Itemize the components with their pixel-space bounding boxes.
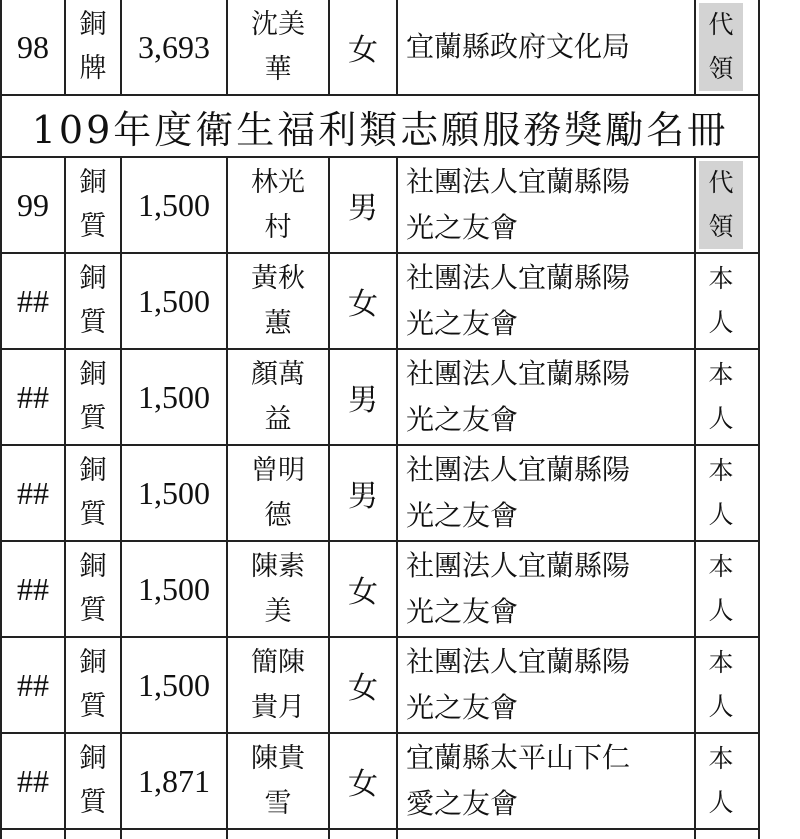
title-row — [1, 95, 759, 157]
amount: 1,500 — [121, 157, 227, 253]
serial-number: ## — [1, 541, 65, 637]
amount: 3,693 — [121, 0, 227, 95]
claim-method: 代 領 — [695, 157, 759, 253]
gender: 女 — [329, 541, 397, 637]
organization: 社團法人宜蘭縣陽 光之友會 — [397, 157, 695, 253]
empty-cell — [695, 829, 759, 839]
gender: 男 — [329, 157, 397, 253]
table-row — [1, 253, 759, 349]
organization: 社團法人宜蘭縣陽 光之友會 — [397, 349, 695, 445]
gender: 男 — [329, 445, 397, 541]
empty-cell — [227, 829, 329, 839]
claim-method: 本 人 — [695, 637, 759, 733]
table-row — [1, 445, 759, 541]
organization: 社團法人宜蘭縣陽 光之友會 — [397, 445, 695, 541]
table-row — [1, 349, 759, 445]
serial-number: ## — [1, 349, 65, 445]
amount: 1,500 — [121, 541, 227, 637]
medal-type: 銅 質 — [65, 637, 121, 733]
volunteer-name: 黃秋 蕙 — [227, 253, 329, 349]
claim-method: 代 領 — [695, 0, 759, 95]
amount: 1,500 — [121, 349, 227, 445]
volunteer-name: 顏萬 益 — [227, 349, 329, 445]
claim-method: 本 人 — [695, 541, 759, 637]
medal-type: 銅 質 — [65, 445, 121, 541]
medal-type: 銅 質 — [65, 733, 121, 829]
claim-method: 本 人 — [695, 349, 759, 445]
volunteer-name: 陳貴 雪 — [227, 733, 329, 829]
serial-number: ## — [1, 733, 65, 829]
gender: 女 — [329, 253, 397, 349]
amount: 1,500 — [121, 637, 227, 733]
serial-number: 98 — [1, 0, 65, 95]
medal-type: 銅 質 — [65, 541, 121, 637]
empty-cell — [1, 829, 65, 839]
claim-method: 本 人 — [695, 253, 759, 349]
claim-method: 本 人 — [695, 445, 759, 541]
table-row-partial — [1, 829, 759, 839]
serial-number: 99 — [1, 157, 65, 253]
organization: 社團法人宜蘭縣陽 光之友會 — [397, 253, 695, 349]
volunteer-name: 陳素 美 — [227, 541, 329, 637]
empty-cell — [121, 829, 227, 839]
page-title: 109年度衛生福利類志願服務獎勵名冊 — [1, 95, 759, 157]
volunteer-name: 林光 村 — [227, 157, 329, 253]
table-row — [1, 733, 759, 829]
table-row — [1, 0, 759, 95]
gender: 男 — [329, 349, 397, 445]
medal-type: 銅 質 — [65, 349, 121, 445]
table-row — [1, 541, 759, 637]
table-row — [1, 637, 759, 733]
medal-type: 銅 牌 — [65, 0, 121, 95]
organization: 社團法人宜蘭縣陽 光之友會 — [397, 541, 695, 637]
volunteer-name: 沈美 華 — [227, 0, 329, 95]
gender: 女 — [329, 733, 397, 829]
organization: 宜蘭縣太平山下仁 愛之友會 — [397, 733, 695, 829]
amount: 1,500 — [121, 445, 227, 541]
empty-cell — [397, 829, 695, 839]
serial-number: ## — [1, 637, 65, 733]
amount: 1,500 — [121, 253, 227, 349]
gender: 女 — [329, 637, 397, 733]
claim-method: 本 人 — [695, 733, 759, 829]
volunteer-name: 簡陳 貴月 — [227, 637, 329, 733]
organization: 社團法人宜蘭縣陽 光之友會 — [397, 637, 695, 733]
gender: 女 — [329, 0, 397, 95]
amount: 1,871 — [121, 733, 227, 829]
table-row — [1, 157, 759, 253]
serial-number: ## — [1, 253, 65, 349]
organization: 宜蘭縣政府文化局 — [397, 0, 695, 95]
medal-type: 銅 質 — [65, 253, 121, 349]
medal-type: 銅 質 — [65, 157, 121, 253]
volunteer-name: 曾明 德 — [227, 445, 329, 541]
empty-cell — [65, 829, 121, 839]
empty-cell — [329, 829, 397, 839]
serial-number: ## — [1, 445, 65, 541]
